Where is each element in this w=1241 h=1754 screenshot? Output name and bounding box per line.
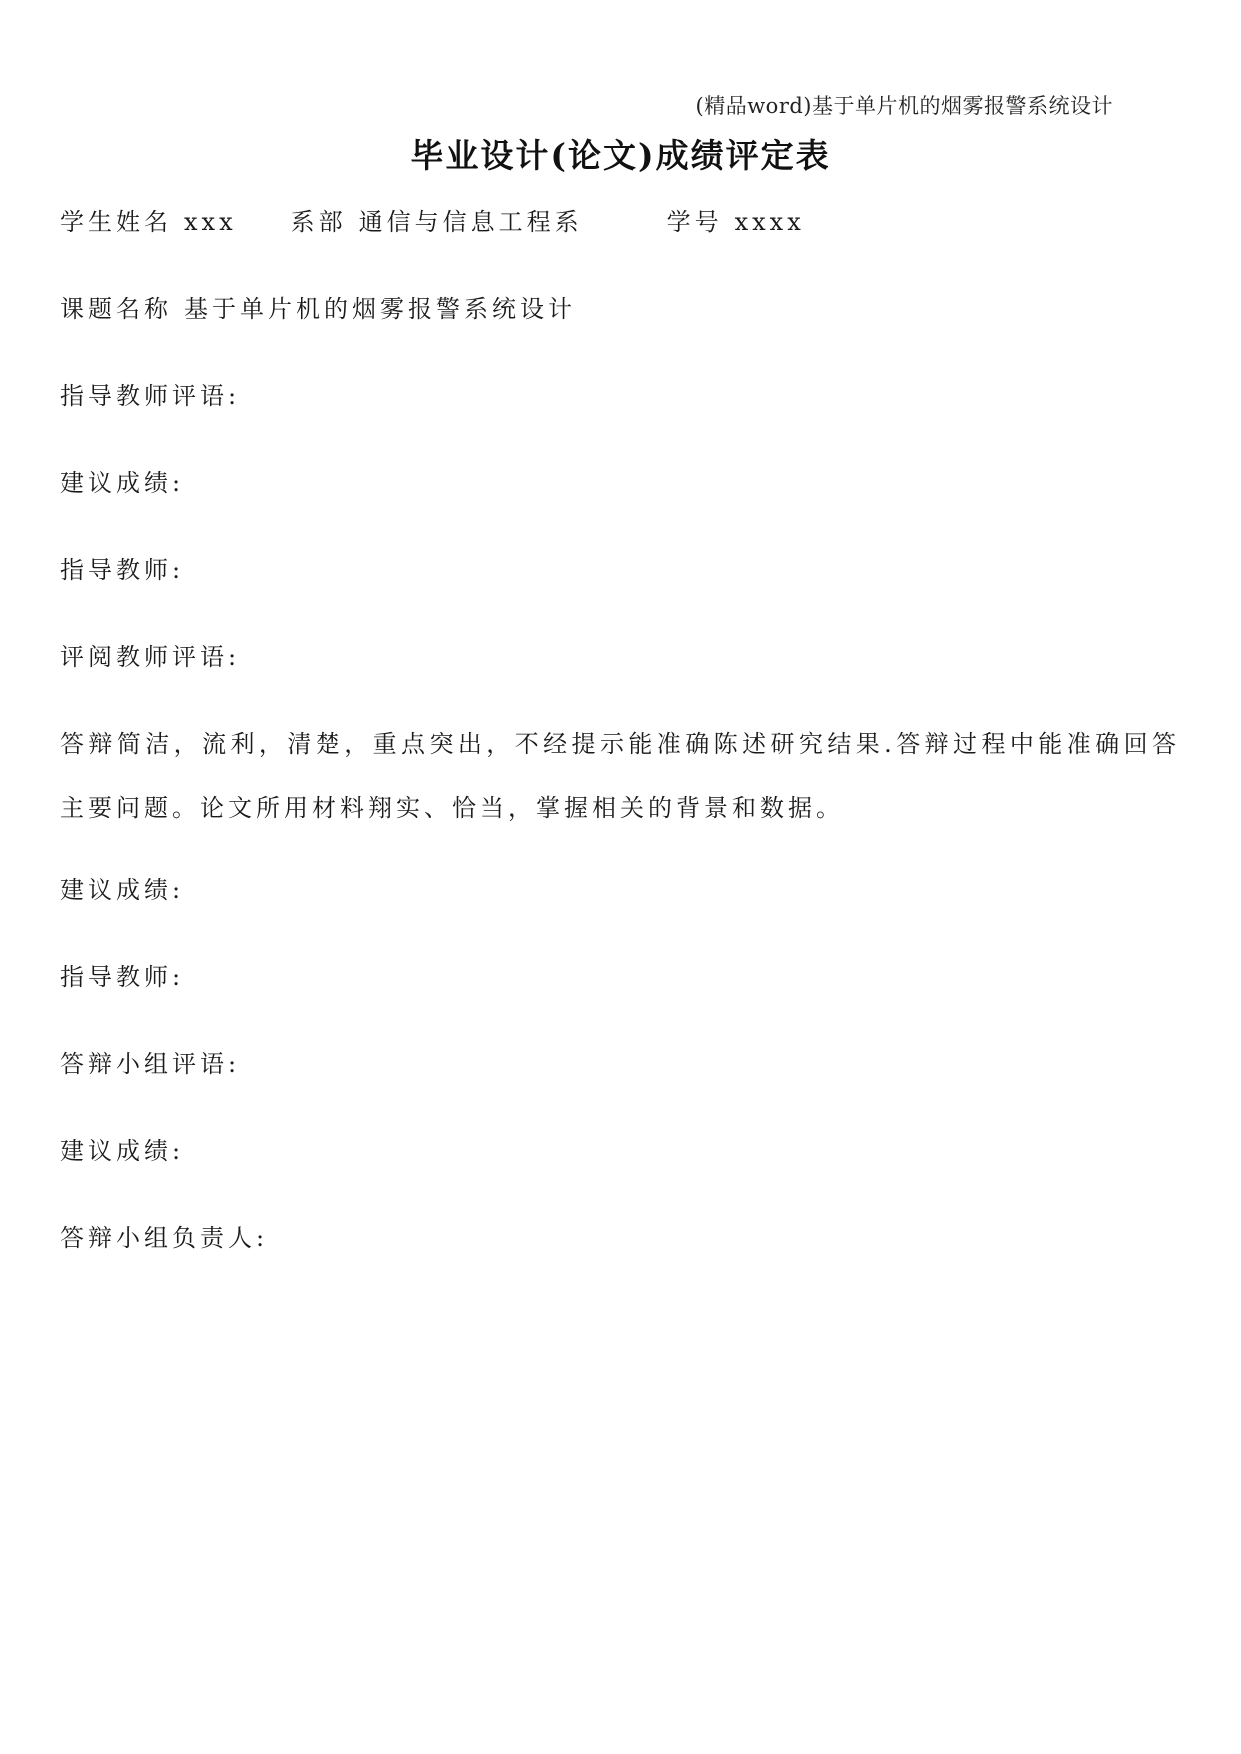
running-header: (精品word)基于单片机的烟雾报警系统设计 [695,94,1113,118]
topic-row [60,293,576,325]
defense-grade-label: 建议成绩: [60,1137,185,1165]
advisor-teacher-label: 指导教师: [60,556,185,584]
reviewer-comment-text: 答辩简洁，流利，清楚，重点突出，不经提示能准确陈述研究结果.答辩过程中能准确回答主要问题。论文所用材料翔实、恰当，掌握相关的背景和数据。 [60,730,1180,822]
student-info-row [60,206,805,238]
topic-value: 基于单片机的烟雾报警系统设计 [184,295,576,323]
student-name-label: 学生姓名 [60,208,172,236]
document-title: 毕业设计(论文)成绩评定表 [410,136,831,175]
student-id-value: xxxx [734,208,805,236]
student-id-label: 学号 [666,208,723,236]
advisor-comment-label: 指导教师评语: [60,382,241,410]
defense-comment-label: 答辩小组评语: [60,1050,241,1078]
reviewer-comment-label: 评阅教师评语: [60,643,241,671]
reviewer-grade-label: 建议成绩: [60,876,185,904]
department-label: 系部 [290,208,347,236]
topic-label: 课题名称 [60,295,172,323]
student-name-value: xxx [184,208,237,236]
advisor-grade-label: 建议成绩: [60,469,185,497]
department-value: 通信与信息工程系 [358,208,583,236]
reviewer-teacher-label: 指导教师: [60,963,185,991]
defense-leader-label: 答辩小组负责人: [60,1224,269,1252]
